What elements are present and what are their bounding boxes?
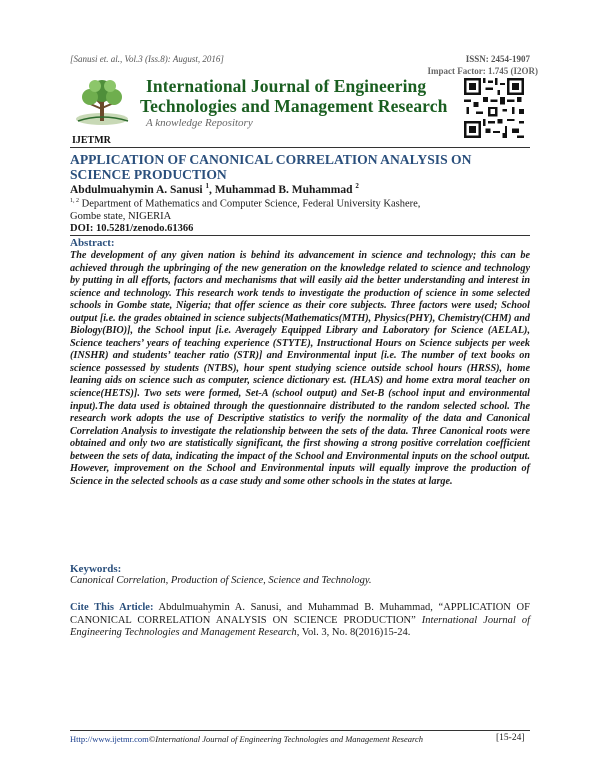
- author-2: Muhammad B. Muhammad: [214, 183, 353, 196]
- keywords-heading: Keywords:: [70, 563, 122, 575]
- cite-this-article: [70, 602, 530, 640]
- keywords-text: Canonical Correlation, Production of Science, Science and Technology.: [70, 575, 372, 586]
- header-citation: [Sanusi et. al., Vol.3 (Iss.8): August, 2016]: [70, 54, 224, 64]
- author-1: Abdulmuahymin A. Sanusi: [70, 183, 203, 196]
- header-divider: [70, 147, 530, 148]
- page-range: [15-24]: [496, 733, 525, 743]
- header-impact-factor: Impact Factor: 1.745 (I2OR): [427, 66, 538, 76]
- cite-heading: Cite This Article:: [70, 602, 154, 613]
- affiliation-line2: Gombe state, NIGERIA: [70, 211, 172, 222]
- journal-title-line1: International Journal of Engineering: [146, 76, 427, 96]
- cite-journal: International Journal of Engineering Technologies and Management Research: [70, 614, 530, 639]
- author-separator: ,: [209, 183, 215, 196]
- header-issn: ISSN: 2454-1907: [465, 54, 530, 64]
- qr-code-icon: [464, 78, 524, 138]
- paper-authors: [70, 182, 359, 196]
- paper-title-line2: SCIENCE PRODUCTION: [70, 167, 227, 182]
- paper-title-line1: APPLICATION OF CANONICAL CORRELATION ANALYSIS ON: [70, 152, 472, 167]
- affiliation: [70, 195, 530, 224]
- footer-url-link[interactable]: Http://www.ijetmr.com: [70, 734, 149, 744]
- paper-doi: DOI: 10.5281/zenodo.61366: [70, 223, 194, 234]
- journal-subtitle: A knowledge Repository: [146, 117, 253, 129]
- author-1-affiliation-mark: 1: [205, 182, 210, 190]
- author-2-affiliation-mark: 2: [355, 182, 359, 190]
- doi-divider: [70, 235, 530, 236]
- cite-volume: , Vol. 3, No. 8(2016)15-24.: [296, 627, 411, 639]
- abstract-heading: Abstract:: [70, 237, 115, 249]
- affiliation-line1: Department of Mathematics and Computer Science, Federal University Kashere,: [79, 198, 421, 210]
- paper-title: [70, 152, 530, 182]
- affiliation-mark: 1, 2: [70, 198, 79, 204]
- footer-divider: [70, 730, 530, 731]
- journal-acronym: IJETMR: [72, 135, 111, 146]
- cite-authors-title: Abdulmuahymin A. Sanusi, and Muhammad B. Muhammad, “APPLICATION OF CANONICAL CORRELATION ANALYSIS ON SCIENCE PRODUCTION”: [70, 602, 530, 626]
- journal-title-line2: Technologies and Management Research: [140, 96, 448, 116]
- footer: [70, 734, 423, 744]
- journal-logo-tree-icon: [68, 75, 138, 137]
- footer-copyright: ©International Journal of Engineering Technologies and Management Research: [148, 734, 424, 744]
- abstract-text: The development of any given nation is behind its advancement in science and technology; this can be achieved through the upbringing of the new generation on the knowledge related to science and technology by putting in all efforts, factors and mechanisms that will easily aid the better understanding and interest in science and technology. This research work tends to investigate the production of science in some selected schools in Gombe state, Nigeria; that offer science as their core subjects. Three factors were used; School output [i.e. the grades obtained in science subjects(Mathematics(MTH), Physics(PHY), Chemistry(CHM) and Biology(BIO)], the School input [i.e. Averagely Equipped Library and Laboratory for Science (AELAL), Science teachers’ years of teaching experience (STYTE), Instructional Hours on Science subjects per week (INSHR) and students’ teacher ratio (STR)] and Environmental input [i.e. The number of text books on science possessed by students (NTBS), hour spent studying science outside school hours (HRSS), home leaning aids on science such as computer, science dictionary est. (HLAS) and home extra moral teacher on science(HETS)]. Two sets were formed, Set-A (school output) and Set-B (school input and environmental input).The data used is obtained through the questionnaire distributed to the random selected school. The research work adopts the use of Descriptive statistics to verify the normality of the data and Canonical Correlation Analysis to investigate the relationship between the sets of the data. Three Canonical roots were obtained and only two are statistically significant, the first showing a strong positive correlation coefficient between the sets of data, indicating the impact of the School and Environmental inputs on the school output. However, improvement on the School and Environmental inputs will equally improve the production of Science in the selected schools as a case study and some other schools in the states at large.: [70, 250, 530, 487]
